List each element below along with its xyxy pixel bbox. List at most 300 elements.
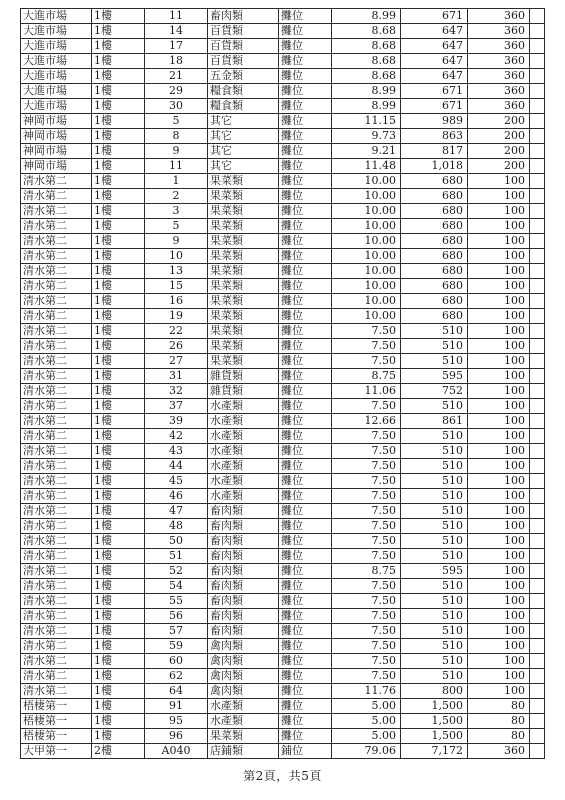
market-name-cell: 清水第二 xyxy=(21,369,92,384)
fee-cell: 360 xyxy=(468,24,530,39)
category-cell: 雜貨類 xyxy=(208,384,279,399)
floor-cell: 1樓 xyxy=(92,459,145,474)
floor-cell: 1樓 xyxy=(92,624,145,639)
empty-cell xyxy=(530,264,545,279)
category-cell: 果菜類 xyxy=(208,174,279,189)
fee-cell: 100 xyxy=(468,459,530,474)
empty-cell xyxy=(530,534,545,549)
rent-cell: 680 xyxy=(401,279,468,294)
empty-cell xyxy=(530,489,545,504)
stall-number-cell: 62 xyxy=(145,669,208,684)
floor-cell: 1樓 xyxy=(92,114,145,129)
fee-cell: 100 xyxy=(468,489,530,504)
area-cell: 7.50 xyxy=(332,444,401,459)
stall-number-cell: 48 xyxy=(145,519,208,534)
rent-cell: 1,018 xyxy=(401,159,468,174)
category-cell: 果菜類 xyxy=(208,249,279,264)
table-row xyxy=(21,294,545,309)
fee-cell: 100 xyxy=(468,279,530,294)
table-row xyxy=(21,399,545,414)
stall-number-cell: 50 xyxy=(145,534,208,549)
market-name-cell: 清水第二 xyxy=(21,519,92,534)
rent-cell: 680 xyxy=(401,174,468,189)
market-name-cell: 清水第二 xyxy=(21,624,92,639)
table-row xyxy=(21,219,545,234)
market-name-cell: 清水第二 xyxy=(21,354,92,369)
category-cell: 畜肉類 xyxy=(208,564,279,579)
stall-number-cell: 21 xyxy=(145,69,208,84)
stall-type-cell: 攤位 xyxy=(279,264,332,279)
category-cell: 畜肉類 xyxy=(208,504,279,519)
area-cell: 10.00 xyxy=(332,309,401,324)
stall-number-cell: 56 xyxy=(145,609,208,624)
rent-cell: 680 xyxy=(401,234,468,249)
market-name-cell: 清水第二 xyxy=(21,294,92,309)
stall-type-cell: 攤位 xyxy=(279,129,332,144)
fee-cell: 360 xyxy=(468,69,530,84)
market-name-cell: 清水第二 xyxy=(21,684,92,699)
area-cell: 8.99 xyxy=(332,99,401,114)
empty-cell xyxy=(530,579,545,594)
rent-cell: 1,500 xyxy=(401,729,468,744)
stall-number-cell: 54 xyxy=(145,579,208,594)
stall-type-cell: 攤位 xyxy=(279,729,332,744)
fee-cell: 200 xyxy=(468,144,530,159)
rent-cell: 510 xyxy=(401,444,468,459)
fee-cell: 100 xyxy=(468,189,530,204)
floor-cell: 1樓 xyxy=(92,39,145,54)
table-row xyxy=(21,24,545,39)
table-row xyxy=(21,504,545,519)
rent-cell: 863 xyxy=(401,129,468,144)
floor-cell: 1樓 xyxy=(92,339,145,354)
stall-number-cell: 32 xyxy=(145,384,208,399)
stall-number-cell: 60 xyxy=(145,654,208,669)
table-row xyxy=(21,129,545,144)
table-row xyxy=(21,609,545,624)
rent-cell: 647 xyxy=(401,39,468,54)
market-name-cell: 大進市場 xyxy=(21,84,92,99)
stall-type-cell: 攤位 xyxy=(279,99,332,114)
stall-type-cell: 攤位 xyxy=(279,309,332,324)
category-cell: 果菜類 xyxy=(208,204,279,219)
stall-number-cell: 2 xyxy=(145,189,208,204)
stall-type-cell: 攤位 xyxy=(279,654,332,669)
empty-cell xyxy=(530,699,545,714)
empty-cell xyxy=(530,54,545,69)
rent-cell: 989 xyxy=(401,114,468,129)
category-cell: 糧食類 xyxy=(208,84,279,99)
stall-number-cell: 52 xyxy=(145,564,208,579)
fee-cell: 100 xyxy=(468,429,530,444)
floor-cell: 1樓 xyxy=(92,294,145,309)
empty-cell xyxy=(530,219,545,234)
area-cell: 8.68 xyxy=(332,54,401,69)
market-name-cell: 清水第二 xyxy=(21,339,92,354)
fee-cell: 100 xyxy=(468,204,530,219)
table-row xyxy=(21,39,545,54)
table-row xyxy=(21,309,545,324)
rent-cell: 510 xyxy=(401,609,468,624)
floor-cell: 1樓 xyxy=(92,324,145,339)
table-row xyxy=(21,489,545,504)
stall-number-cell: 13 xyxy=(145,264,208,279)
table-row xyxy=(21,564,545,579)
stall-number-cell: 30 xyxy=(145,99,208,114)
fee-cell: 100 xyxy=(468,594,530,609)
stall-number-cell: 11 xyxy=(145,9,208,24)
stall-type-cell: 攤位 xyxy=(279,354,332,369)
market-name-cell: 清水第二 xyxy=(21,489,92,504)
floor-cell: 1樓 xyxy=(92,669,145,684)
empty-cell xyxy=(530,279,545,294)
category-cell: 果菜類 xyxy=(208,294,279,309)
empty-cell xyxy=(530,639,545,654)
area-cell: 7.50 xyxy=(332,654,401,669)
floor-cell: 1樓 xyxy=(92,474,145,489)
table-row xyxy=(21,384,545,399)
area-cell: 7.50 xyxy=(332,624,401,639)
rent-cell: 680 xyxy=(401,309,468,324)
empty-cell xyxy=(530,729,545,744)
fee-cell: 200 xyxy=(468,159,530,174)
area-cell: 8.99 xyxy=(332,84,401,99)
fee-cell: 100 xyxy=(468,654,530,669)
empty-cell xyxy=(530,429,545,444)
stall-type-cell: 攤位 xyxy=(279,219,332,234)
market-name-cell: 清水第二 xyxy=(21,594,92,609)
area-cell: 8.99 xyxy=(332,9,401,24)
table-row xyxy=(21,414,545,429)
area-cell: 7.50 xyxy=(332,609,401,624)
empty-cell xyxy=(530,549,545,564)
area-cell: 7.50 xyxy=(332,669,401,684)
fee-cell: 100 xyxy=(468,369,530,384)
category-cell: 其它 xyxy=(208,159,279,174)
floor-cell: 1樓 xyxy=(92,609,145,624)
fee-cell: 100 xyxy=(468,414,530,429)
stall-type-cell: 攤位 xyxy=(279,639,332,654)
category-cell: 果菜類 xyxy=(208,309,279,324)
empty-cell xyxy=(530,69,545,84)
rent-cell: 1,500 xyxy=(401,699,468,714)
empty-cell xyxy=(530,189,545,204)
rent-cell: 595 xyxy=(401,564,468,579)
category-cell: 果菜類 xyxy=(208,354,279,369)
stall-type-cell: 攤位 xyxy=(279,39,332,54)
stall-type-cell: 鋪位 xyxy=(279,744,332,759)
market-name-cell: 清水第二 xyxy=(21,414,92,429)
stall-type-cell: 攤位 xyxy=(279,489,332,504)
empty-cell xyxy=(530,414,545,429)
fee-cell: 100 xyxy=(468,609,530,624)
empty-cell xyxy=(530,234,545,249)
market-name-cell: 梧棲第一 xyxy=(21,714,92,729)
rent-cell: 680 xyxy=(401,204,468,219)
fee-cell: 100 xyxy=(468,624,530,639)
rent-cell: 752 xyxy=(401,384,468,399)
category-cell: 百貨類 xyxy=(208,24,279,39)
area-cell: 9.21 xyxy=(332,144,401,159)
stall-type-cell: 攤位 xyxy=(279,594,332,609)
stall-number-cell: 96 xyxy=(145,729,208,744)
table-row xyxy=(21,744,545,759)
page-footer: 第2頁，共5頁 xyxy=(243,769,322,783)
rent-cell: 7,172 xyxy=(401,744,468,759)
empty-cell xyxy=(530,249,545,264)
floor-cell: 1樓 xyxy=(92,384,145,399)
table-row xyxy=(21,354,545,369)
rent-cell: 647 xyxy=(401,69,468,84)
rent-cell: 510 xyxy=(401,594,468,609)
table-row xyxy=(21,159,545,174)
market-name-cell: 清水第二 xyxy=(21,189,92,204)
empty-cell xyxy=(530,624,545,639)
market-name-cell: 清水第二 xyxy=(21,549,92,564)
fee-cell: 360 xyxy=(468,9,530,24)
fee-cell: 100 xyxy=(468,339,530,354)
rent-cell: 680 xyxy=(401,249,468,264)
area-cell: 10.00 xyxy=(332,189,401,204)
table-row xyxy=(21,639,545,654)
market-name-cell: 清水第二 xyxy=(21,324,92,339)
area-cell: 5.00 xyxy=(332,714,401,729)
rent-cell: 510 xyxy=(401,639,468,654)
table-row xyxy=(21,594,545,609)
stall-type-cell: 攤位 xyxy=(279,474,332,489)
market-name-cell: 神岡市場 xyxy=(21,114,92,129)
empty-cell xyxy=(530,744,545,759)
rent-cell: 680 xyxy=(401,189,468,204)
area-cell: 10.00 xyxy=(332,204,401,219)
empty-cell xyxy=(530,354,545,369)
fee-cell: 100 xyxy=(468,234,530,249)
stall-type-cell: 攤位 xyxy=(279,609,332,624)
stall-type-cell: 攤位 xyxy=(279,9,332,24)
fee-cell: 100 xyxy=(468,324,530,339)
stall-type-cell: 攤位 xyxy=(279,189,332,204)
fee-cell: 100 xyxy=(468,669,530,684)
stall-number-cell: 19 xyxy=(145,309,208,324)
empty-cell xyxy=(530,504,545,519)
rent-cell: 671 xyxy=(401,99,468,114)
category-cell: 水產類 xyxy=(208,474,279,489)
table-row xyxy=(21,99,545,114)
fee-cell: 360 xyxy=(468,84,530,99)
category-cell: 水產類 xyxy=(208,414,279,429)
floor-cell: 1樓 xyxy=(92,504,145,519)
area-cell: 7.50 xyxy=(332,474,401,489)
area-cell: 7.50 xyxy=(332,549,401,564)
area-cell: 10.00 xyxy=(332,294,401,309)
floor-cell: 1樓 xyxy=(92,9,145,24)
table-row xyxy=(21,84,545,99)
category-cell: 其它 xyxy=(208,114,279,129)
stall-number-cell: 39 xyxy=(145,414,208,429)
area-cell: 8.68 xyxy=(332,39,401,54)
floor-cell: 1樓 xyxy=(92,189,145,204)
stall-number-cell: 57 xyxy=(145,624,208,639)
table-row xyxy=(21,339,545,354)
fee-cell: 360 xyxy=(468,54,530,69)
market-name-cell: 梧棲第一 xyxy=(21,699,92,714)
stall-type-cell: 攤位 xyxy=(279,54,332,69)
area-cell: 7.50 xyxy=(332,534,401,549)
stall-type-cell: 攤位 xyxy=(279,519,332,534)
fee-cell: 100 xyxy=(468,519,530,534)
area-cell: 7.50 xyxy=(332,354,401,369)
area-cell: 7.50 xyxy=(332,459,401,474)
table-row xyxy=(21,279,545,294)
fee-cell: 360 xyxy=(468,744,530,759)
area-cell: 7.50 xyxy=(332,504,401,519)
stall-type-cell: 攤位 xyxy=(279,564,332,579)
floor-cell: 1樓 xyxy=(92,354,145,369)
floor-cell: 1樓 xyxy=(92,159,145,174)
table-row xyxy=(21,264,545,279)
stall-number-cell: 51 xyxy=(145,549,208,564)
category-cell: 果菜類 xyxy=(208,279,279,294)
fee-cell: 100 xyxy=(468,549,530,564)
area-cell: 12.66 xyxy=(332,414,401,429)
category-cell: 水產類 xyxy=(208,444,279,459)
empty-cell xyxy=(530,309,545,324)
area-cell: 10.00 xyxy=(332,249,401,264)
stall-number-cell: 64 xyxy=(145,684,208,699)
empty-cell xyxy=(530,399,545,414)
category-cell: 果菜類 xyxy=(208,219,279,234)
stall-type-cell: 攤位 xyxy=(279,159,332,174)
rent-cell: 680 xyxy=(401,219,468,234)
stall-type-cell: 攤位 xyxy=(279,234,332,249)
area-cell: 8.68 xyxy=(332,24,401,39)
stall-number-cell: A040 xyxy=(145,744,208,759)
rent-cell: 817 xyxy=(401,144,468,159)
empty-cell xyxy=(530,519,545,534)
area-cell: 9.73 xyxy=(332,129,401,144)
area-cell: 7.50 xyxy=(332,429,401,444)
category-cell: 水產類 xyxy=(208,714,279,729)
empty-cell xyxy=(530,174,545,189)
market-name-cell: 清水第二 xyxy=(21,459,92,474)
stall-type-cell: 攤位 xyxy=(279,144,332,159)
rent-cell: 647 xyxy=(401,24,468,39)
market-name-cell: 清水第二 xyxy=(21,234,92,249)
empty-cell xyxy=(530,594,545,609)
area-cell: 7.50 xyxy=(332,639,401,654)
stall-number-cell: 1 xyxy=(145,174,208,189)
stall-number-cell: 47 xyxy=(145,504,208,519)
category-cell: 百貨類 xyxy=(208,54,279,69)
stall-number-cell: 18 xyxy=(145,54,208,69)
rent-cell: 671 xyxy=(401,84,468,99)
empty-cell xyxy=(530,459,545,474)
category-cell: 水產類 xyxy=(208,489,279,504)
area-cell: 10.00 xyxy=(332,279,401,294)
rent-cell: 510 xyxy=(401,489,468,504)
floor-cell: 1樓 xyxy=(92,519,145,534)
area-cell: 11.06 xyxy=(332,384,401,399)
stall-number-cell: 95 xyxy=(145,714,208,729)
empty-cell xyxy=(530,369,545,384)
table-row xyxy=(21,714,545,729)
table-row xyxy=(21,429,545,444)
floor-cell: 1樓 xyxy=(92,534,145,549)
stall-type-cell: 攤位 xyxy=(279,699,332,714)
rent-cell: 510 xyxy=(401,399,468,414)
rent-cell: 510 xyxy=(401,579,468,594)
category-cell: 畜肉類 xyxy=(208,9,279,24)
stall-number-cell: 8 xyxy=(145,129,208,144)
category-cell: 其它 xyxy=(208,129,279,144)
fee-cell: 200 xyxy=(468,114,530,129)
floor-cell: 1樓 xyxy=(92,489,145,504)
area-cell: 10.00 xyxy=(332,219,401,234)
stall-type-cell: 攤位 xyxy=(279,534,332,549)
empty-cell xyxy=(530,564,545,579)
rent-cell: 1,500 xyxy=(401,714,468,729)
table-row xyxy=(21,444,545,459)
table-row xyxy=(21,669,545,684)
stall-number-cell: 26 xyxy=(145,339,208,354)
category-cell: 五金類 xyxy=(208,69,279,84)
fee-cell: 100 xyxy=(468,474,530,489)
table-row xyxy=(21,474,545,489)
fee-cell: 360 xyxy=(468,39,530,54)
empty-cell xyxy=(530,9,545,24)
area-cell: 10.00 xyxy=(332,234,401,249)
rent-cell: 671 xyxy=(401,9,468,24)
rent-cell: 510 xyxy=(401,624,468,639)
stall-type-cell: 攤位 xyxy=(279,294,332,309)
area-cell: 8.75 xyxy=(332,564,401,579)
floor-cell: 1樓 xyxy=(92,399,145,414)
rent-cell: 510 xyxy=(401,534,468,549)
category-cell: 果菜類 xyxy=(208,324,279,339)
area-cell: 7.50 xyxy=(332,399,401,414)
floor-cell: 1樓 xyxy=(92,219,145,234)
market-name-cell: 清水第二 xyxy=(21,564,92,579)
rent-cell: 647 xyxy=(401,54,468,69)
table-row xyxy=(21,699,545,714)
stall-number-cell: 3 xyxy=(145,204,208,219)
empty-cell xyxy=(530,384,545,399)
market-name-cell: 大進市場 xyxy=(21,9,92,24)
area-cell: 10.00 xyxy=(332,264,401,279)
stall-type-cell: 攤位 xyxy=(279,249,332,264)
fee-cell: 100 xyxy=(468,174,530,189)
empty-cell xyxy=(530,114,545,129)
floor-cell: 1樓 xyxy=(92,279,145,294)
floor-cell: 1樓 xyxy=(92,429,145,444)
category-cell: 畜肉類 xyxy=(208,609,279,624)
category-cell: 店鋪類 xyxy=(208,744,279,759)
rent-cell: 510 xyxy=(401,519,468,534)
area-cell: 8.68 xyxy=(332,69,401,84)
empty-cell xyxy=(530,129,545,144)
fee-cell: 100 xyxy=(468,354,530,369)
stall-number-cell: 16 xyxy=(145,294,208,309)
table-row xyxy=(21,534,545,549)
stall-number-cell: 11 xyxy=(145,159,208,174)
table-row xyxy=(21,54,545,69)
floor-cell: 1樓 xyxy=(92,144,145,159)
empty-cell xyxy=(530,714,545,729)
category-cell: 禽肉類 xyxy=(208,654,279,669)
stall-type-cell: 攤位 xyxy=(279,174,332,189)
area-cell: 79.06 xyxy=(332,744,401,759)
table-row xyxy=(21,69,545,84)
